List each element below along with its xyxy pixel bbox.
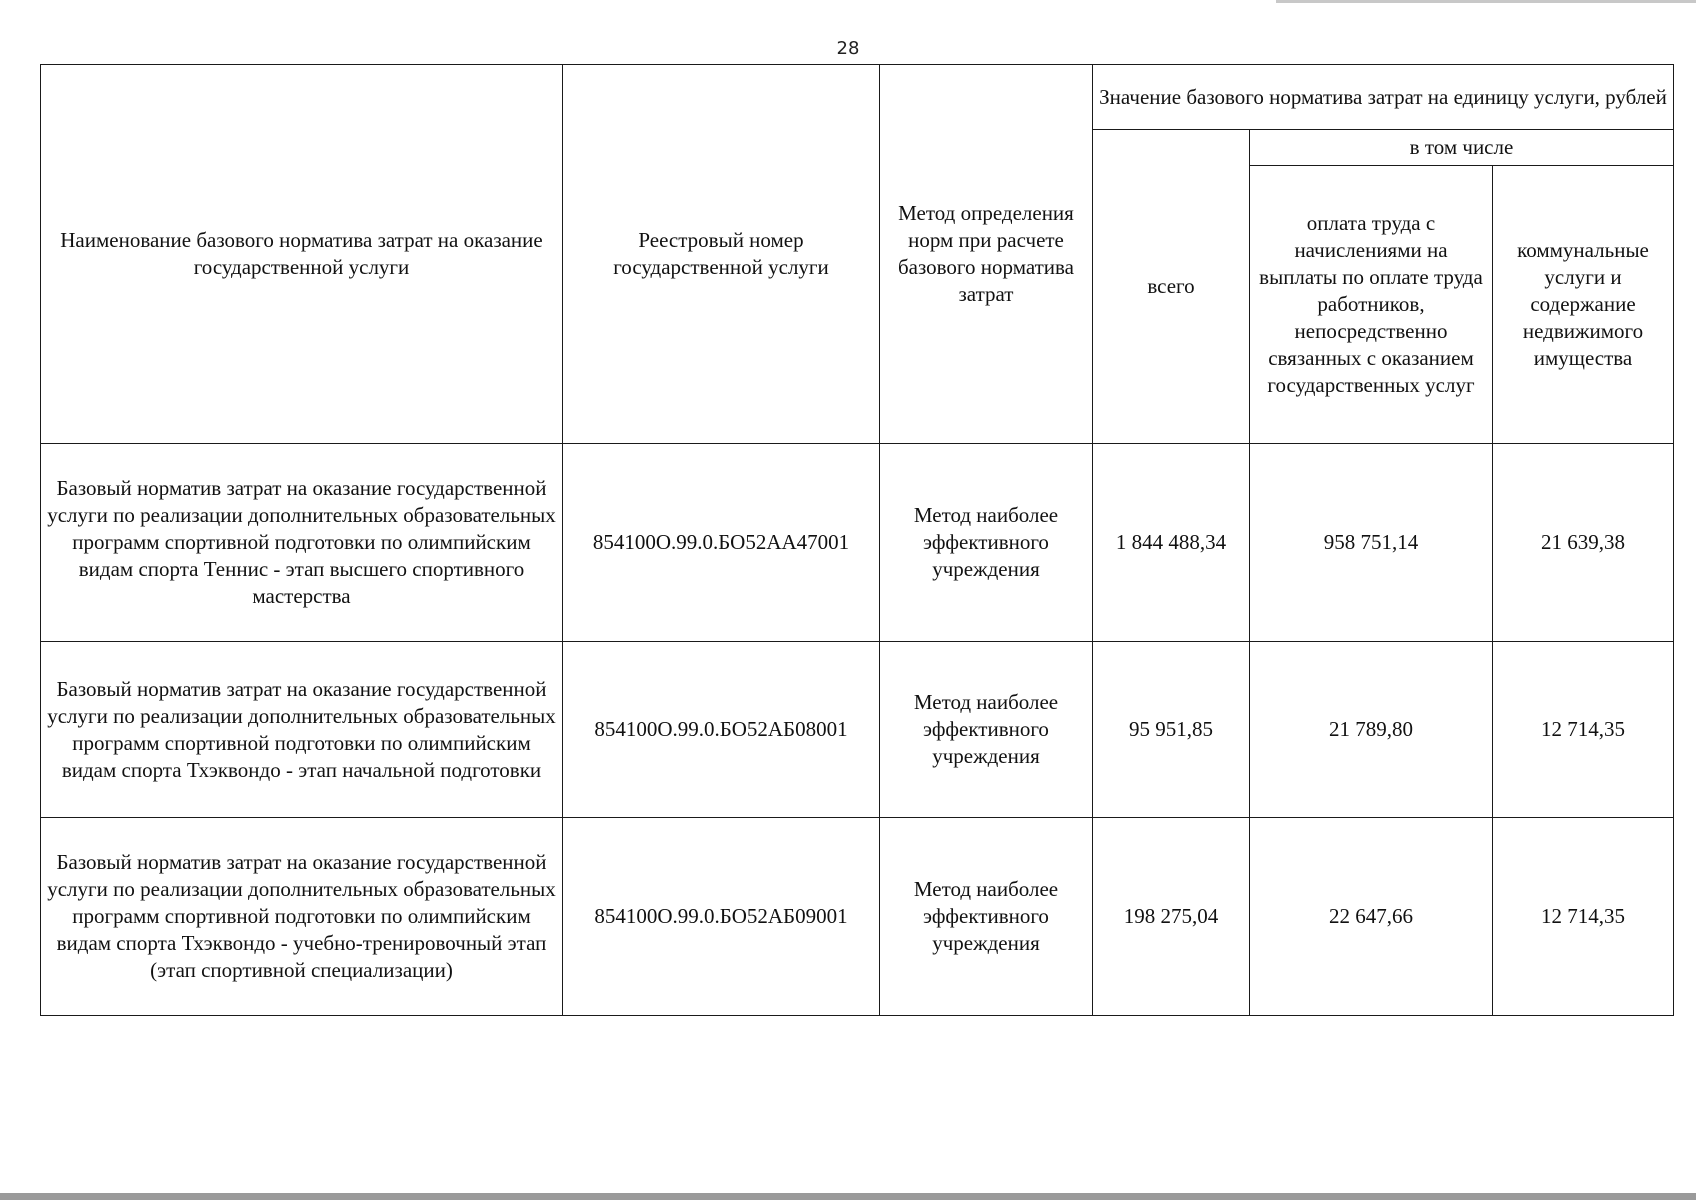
row-name: Базовый норматив затрат на оказание государственной услуги по реализации дополнительных образовательных программ спортивной подготовки по олимпийским видам спорта Тхэквондо - учебно-тренировочный этап (этап спортивной специализации) — [41, 818, 563, 1016]
header-name: Наименование базового норматива затрат на оказание государственной услуги — [41, 65, 563, 444]
scan-edge-bottom — [0, 1193, 1696, 1200]
header-utilities: коммунальные услуги и содержание недвижимого имущества — [1493, 166, 1674, 444]
row-registry-number: 854100О.99.0.БО52АБ08001 — [563, 642, 880, 818]
header-value-group: Значение базового норматива затрат на единицу услуги, рублей — [1093, 65, 1674, 130]
header-total: всего — [1093, 130, 1250, 444]
row-utilities: 12 714,35 — [1493, 818, 1674, 1016]
row-name: Базовый норматив затрат на оказание государственной услуги по реализации дополнительных образовательных программ спортивной подготовки по олимпийским видам спорта Тхэквондо - этап начальной подготовки — [41, 642, 563, 818]
row-utilities: 21 639,38 — [1493, 444, 1674, 642]
norms-table — [40, 64, 1674, 1016]
table-row — [41, 642, 1674, 818]
row-method: Метод наиболее эффективного учреждения — [880, 642, 1093, 818]
row-method: Метод наиболее эффективного учреждения — [880, 444, 1093, 642]
row-labor: 22 647,66 — [1250, 818, 1493, 1016]
table-row — [41, 444, 1674, 642]
row-utilities: 12 714,35 — [1493, 642, 1674, 818]
row-total: 198 275,04 — [1093, 818, 1250, 1016]
header-registry-number: Реестровый номер государственной услуги — [563, 65, 880, 444]
header-method: Метод определения норм при расчете базового норматива затрат — [880, 65, 1093, 444]
row-method: Метод наиболее эффективного учреждения — [880, 818, 1093, 1016]
row-name: Базовый норматив затрат на оказание государственной услуги по реализации дополнительных образовательных программ спортивной подготовки по олимпийским видам спорта Теннис - этап высшего спортивного мастерства — [41, 444, 563, 642]
header-labor: оплата труда с начислениями на выплаты по оплате труда работников, непосредственно связанных с оказанием государственных услуг — [1250, 166, 1493, 444]
row-registry-number: 854100О.99.0.БО52АА47001 — [563, 444, 880, 642]
table-row — [41, 818, 1674, 1016]
header-row-top — [41, 65, 1674, 130]
row-total: 95 951,85 — [1093, 642, 1250, 818]
row-total: 1 844 488,34 — [1093, 444, 1250, 642]
page-number: 28 — [836, 38, 860, 59]
row-labor: 21 789,80 — [1250, 642, 1493, 818]
header-including: в том числе — [1250, 130, 1674, 166]
row-registry-number: 854100О.99.0.БО52АБ09001 — [563, 818, 880, 1016]
scan-edge-top — [1276, 0, 1696, 3]
row-labor: 958 751,14 — [1250, 444, 1493, 642]
